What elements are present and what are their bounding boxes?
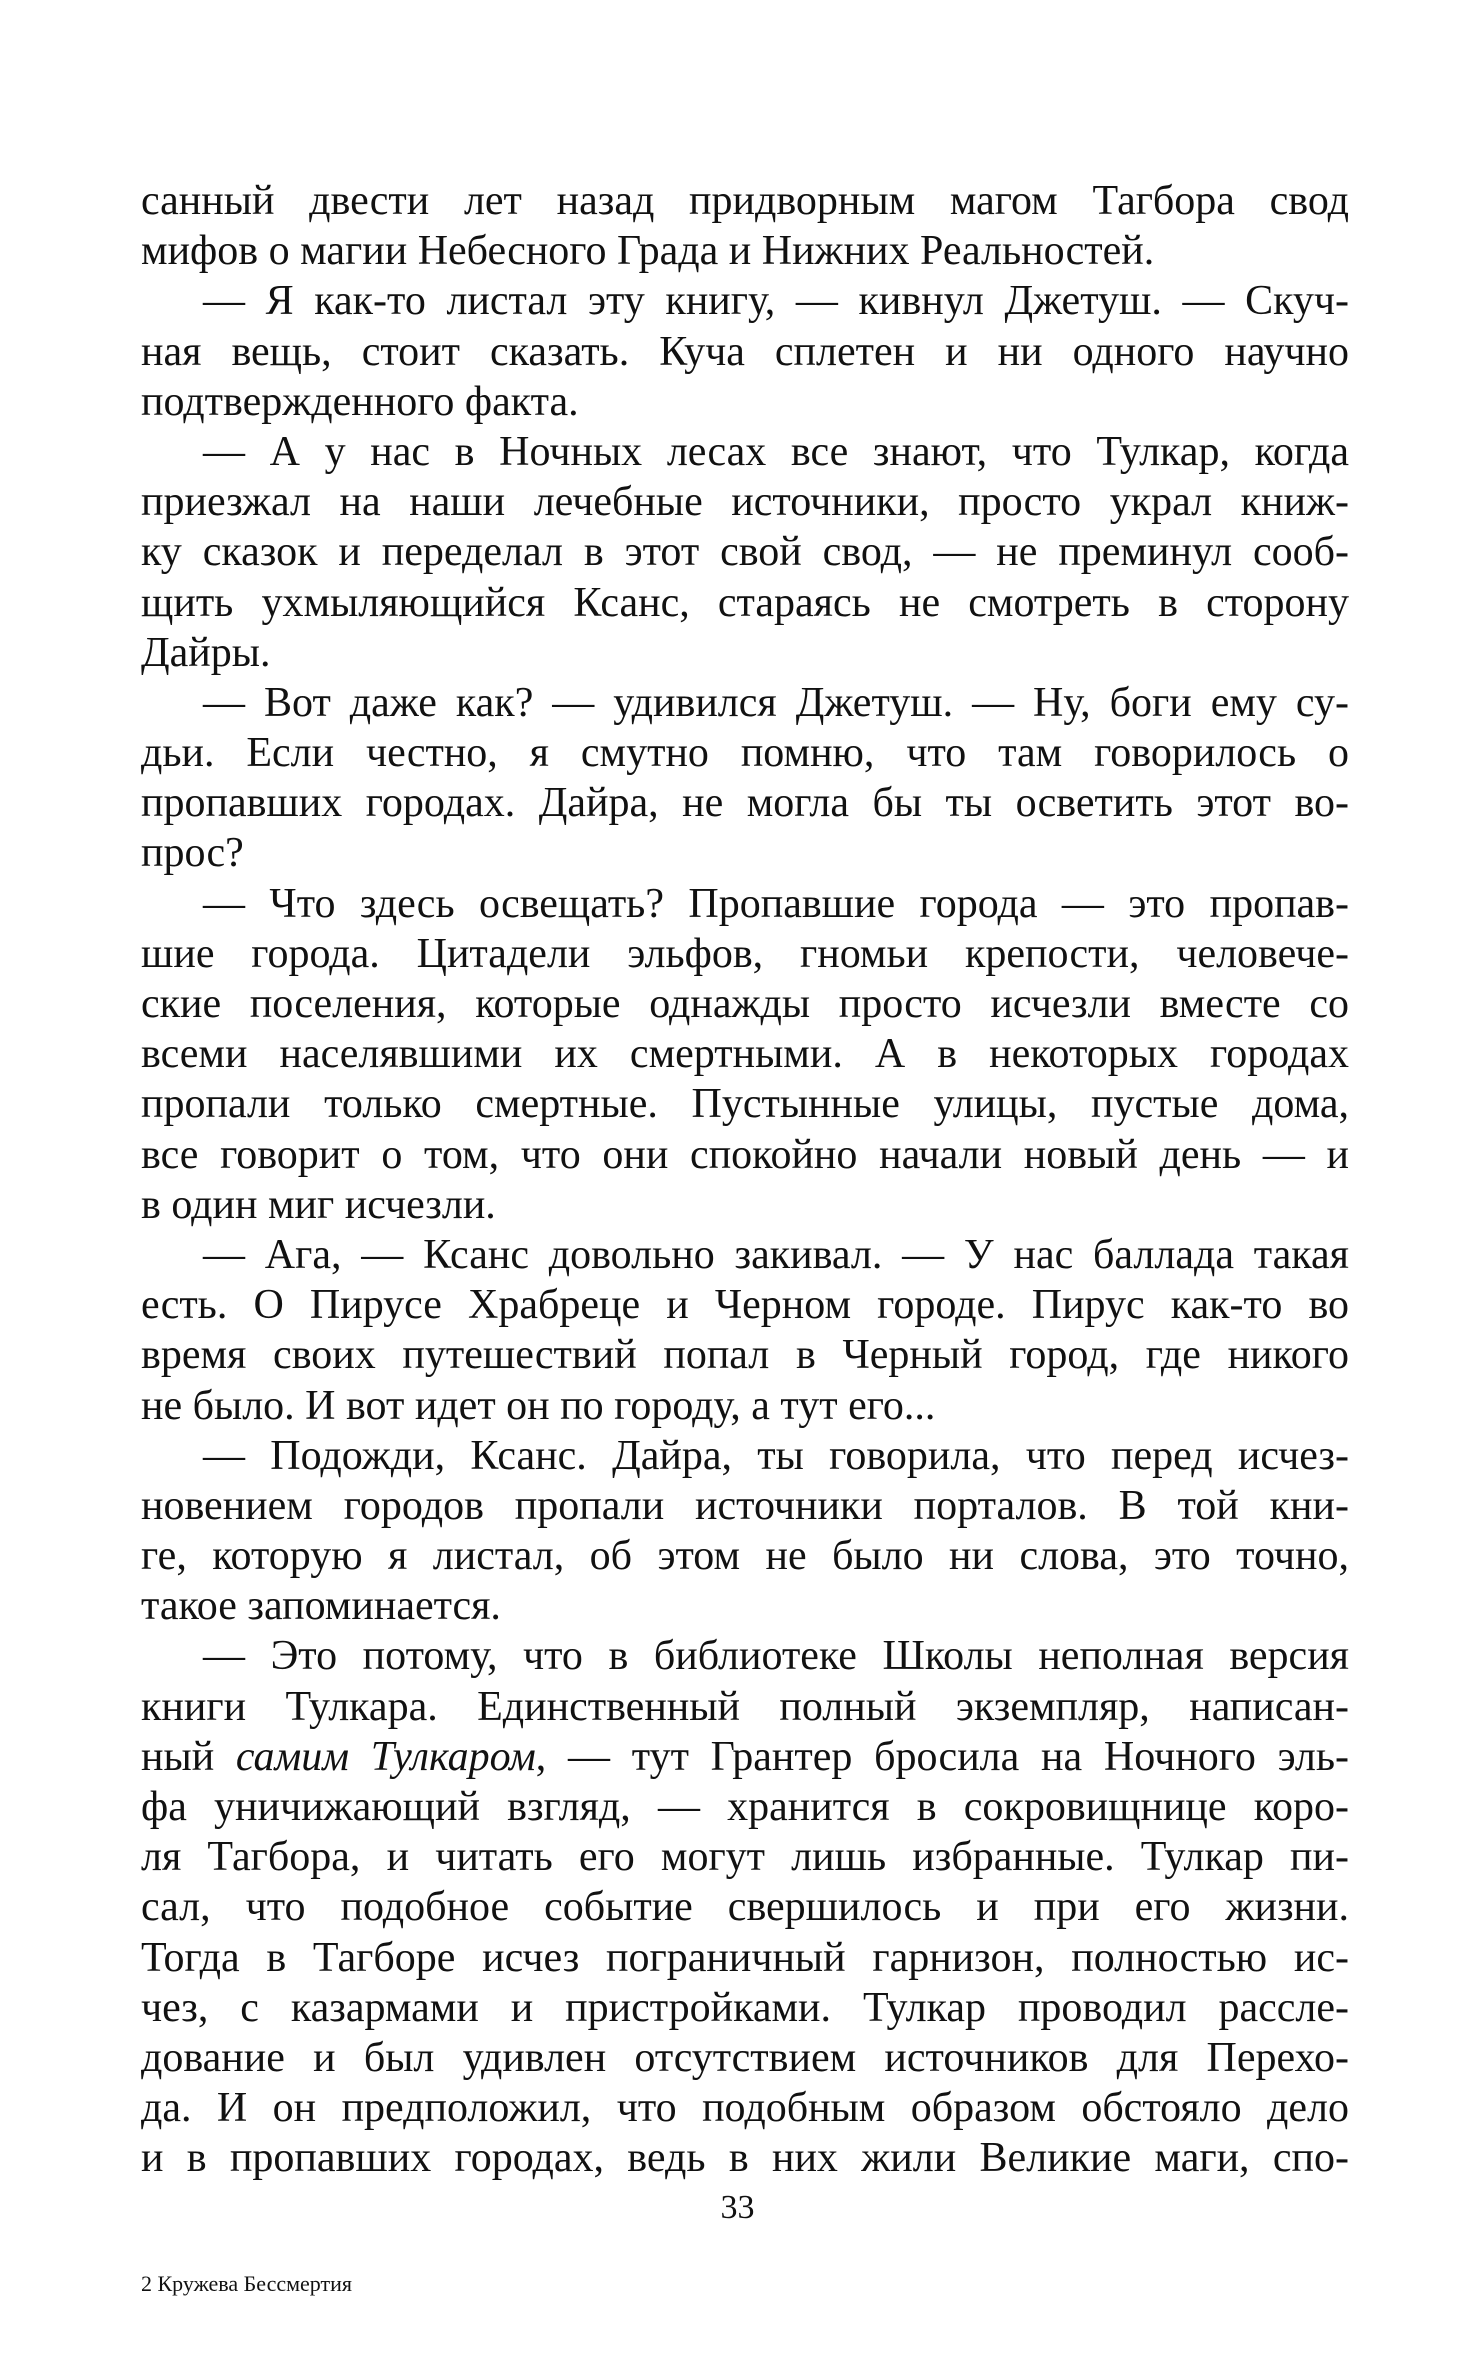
text-line: мифов о магии Небесного Града и Нижних Реальностей. xyxy=(141,228,1155,275)
text-line: сал, что подобное событие свершилось и при его жизни. xyxy=(141,1884,1349,1931)
text-line: не было. И вот идет он по городу, а тут его... xyxy=(141,1382,936,1429)
text-line: — Ага, — Ксанс довольно закивал. — У нас баллада такая xyxy=(203,1231,1349,1278)
text-line: ские поселения, которые однажды просто исчезли вместе со xyxy=(141,981,1349,1027)
text-line: ге, которую я листал, об этом не было ни слова, это точно, xyxy=(141,1533,1349,1580)
text-line: всеми населявшими их смертными. А в некоторых городах xyxy=(141,1031,1349,1078)
text-line: — Это потому, что в библиотеке Школы неполная версия xyxy=(203,1633,1349,1680)
text-segment: , — тут Грантер бросила на Ночного эль- xyxy=(535,1733,1349,1780)
text-line: прос? xyxy=(141,830,244,877)
text-line: ля Тагбора, и читать его могут лишь избранные. Тулкар пи- xyxy=(141,1834,1349,1881)
text-line: фа уничижающий взгляд, — хранится в сокровищнице коро- xyxy=(141,1784,1349,1830)
text-line: щить ухмыляющийся Ксанс, стараясь не смотреть в сторону xyxy=(141,579,1349,626)
text-line: пропали только смертные. Пустынные улицы, пустые дома, xyxy=(141,1081,1349,1128)
text-line: ная вещь, стоит сказать. Куча сплетен и ни одного научно xyxy=(141,328,1349,375)
text-line: подтвержденного факта. xyxy=(141,378,579,425)
text-line: да. И он предположил, что подобным образом обстояло дело xyxy=(141,2085,1349,2132)
text-line xyxy=(141,1732,1349,1782)
page-number: 33 xyxy=(720,2189,755,2226)
text-line: есть. О Пирусе Храбреце и Черном городе. Пирус как-то во xyxy=(141,1282,1349,1329)
italic-emphasis: самим Тулкаром xyxy=(235,1733,536,1780)
text-line: — Подожди, Ксанс. Дайра, ты говорила, что перед исчез- xyxy=(203,1432,1349,1479)
text-line: Тогда в Тагборе исчез пограничный гарнизон, полностью ис- xyxy=(141,1934,1349,1981)
text-line: — Я как-то листал эту книгу, — кивнул Джетуш. — Скуч- xyxy=(203,278,1349,325)
text-line: и в пропавших городах, ведь в них жили Великие маги, спо- xyxy=(141,2135,1349,2182)
text-line: новением городов пропали источники порталов. В той кни- xyxy=(141,1482,1349,1529)
text-line: Дайры. xyxy=(141,629,271,676)
text-line: ку сказок и переделал в этот свой свод, — не преминул сооб- xyxy=(141,529,1349,576)
text-line: в один миг исчезли. xyxy=(141,1181,496,1228)
text-line: книги Тулкара. Единственный полный экземпляр, написан- xyxy=(141,1683,1349,1730)
printer-signature: 2 Кружева Бессмертия xyxy=(141,2271,353,2296)
text-line: пропавших городах. Дайра, не могла бы ты осветить этот во- xyxy=(141,780,1349,827)
text-line: дование и был удивлен отсутствием источников для Перехо- xyxy=(141,2034,1349,2081)
text-line: такое запоминается. xyxy=(141,1583,501,1630)
text-line: все говорит о том, что они спокойно начали новый день — и xyxy=(141,1131,1349,1178)
text-segment: ный xyxy=(141,1733,236,1780)
text-line: санный двести лет назад придворным магом Тагбора свод xyxy=(141,178,1349,224)
text-line: чез, с казармами и пристройками. Тулкар проводил рассле- xyxy=(141,1984,1349,2031)
text-line: — Что здесь освещать? Пропавшие города — это пропав- xyxy=(203,880,1349,927)
text-line: время своих путешествий попал в Черный город, где никого xyxy=(141,1332,1349,1379)
text-line: — А у нас в Ночных лесах все знают, что Тулкар, когда xyxy=(203,428,1349,475)
text-line: — Вот даже как? — удивился Джетуш. — Ну, боги ему су- xyxy=(203,679,1349,726)
text-line: шие города. Цитадели эльфов, гномьи крепости, человече- xyxy=(141,930,1349,977)
text-line: дьи. Если честно, я смутно помню, что там говорилось о xyxy=(141,730,1349,777)
text-line: приезжал на наши лечебные источники, просто украл книж- xyxy=(141,479,1349,526)
body-text xyxy=(141,176,1349,2184)
